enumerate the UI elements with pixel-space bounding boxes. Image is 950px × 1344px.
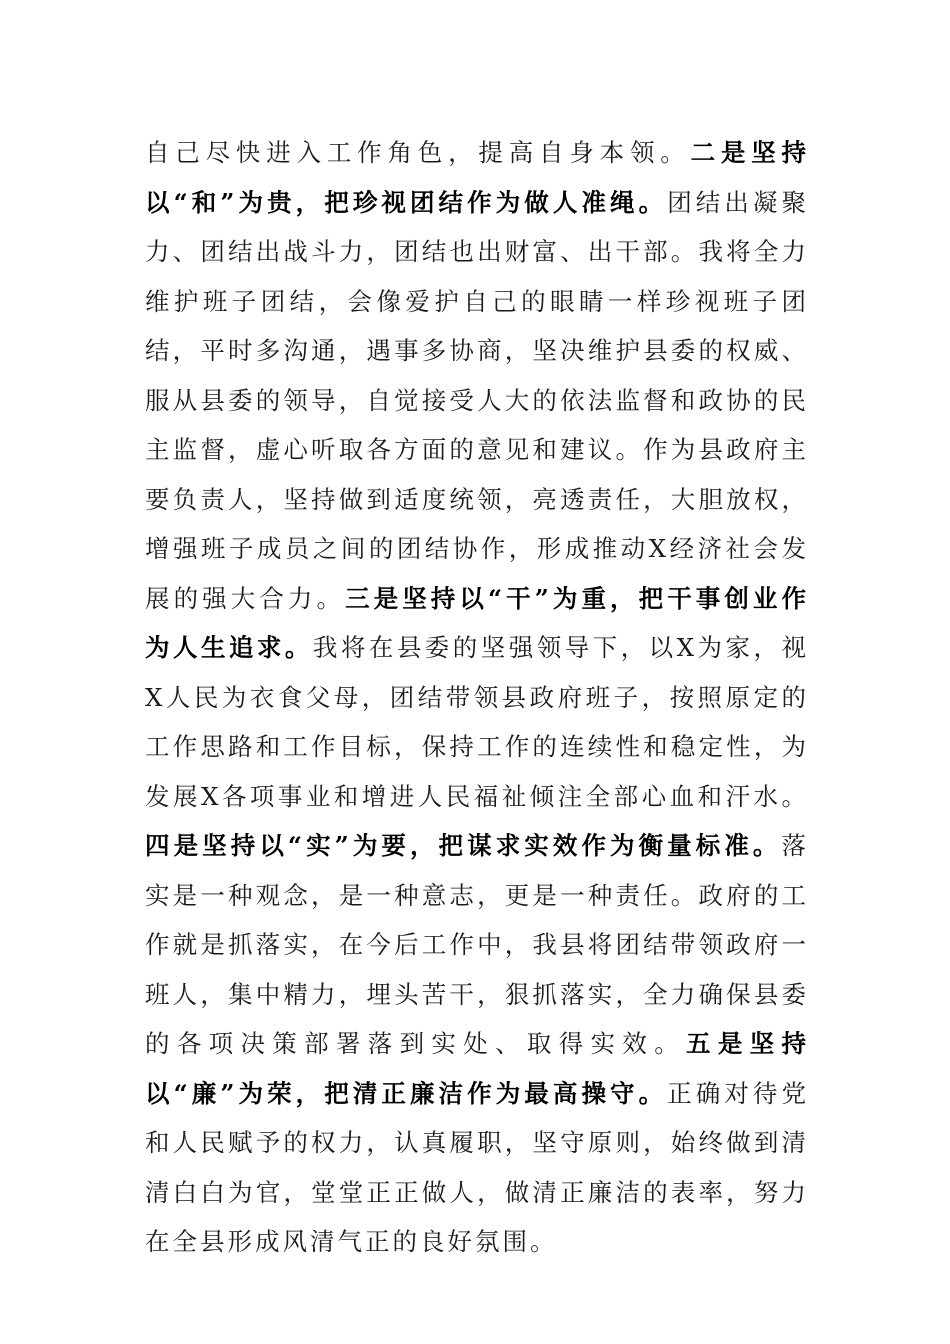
body-paragraph <box>145 128 809 1267</box>
text-segment: 自己尽快进入工作角色，提高自身本领。 <box>145 138 691 167</box>
bold-heading-segment: 四是坚持以“实”为要，把谋求实效作为衡量标准。 <box>145 831 782 860</box>
bold-heading-segment: 五是坚持以“廉”为荣，把清正廉洁作为最高操守。 <box>145 1029 810 1108</box>
bold-heading-segment: 二是坚持以“和”为贵，把珍视团结作为做人准绳。 <box>145 138 810 217</box>
text-segment: 我将在县委的坚强领导下，以X为家，视X人民为衣食父母，团结带领县政府班子，按照原定的工作思路和工作目标，保持工作的连续性和稳定性，为发展X各项事业和增进人民福祉倾注全部心血和汗水。 <box>145 633 809 811</box>
text-segment: 落实是一种观念，是一种意志，更是一种责任。政府的工作就是抓落实，在今后工作中，我县将团结带领政府一班人，集中精力，埋头苦干，狠抓落实，全力确保县委的各项决策部署落到实处、取得实效。 <box>145 831 809 1058</box>
bold-heading-segment: 三是坚持以“干”为重，把干事创业作为人生追求。 <box>145 583 810 662</box>
text-segment: 团结出凝聚力、团结出战斗力，团结也出财富、出干部。我将全力维护班子团结，会像爱护自己的眼睛一样珍视班子团结，平时多沟通，遇事多协商，坚决维护县委的权威、服从县委的领导，自觉接受人大的依法监督和政协的民主监督，虚心听取各方面的意见和建议。作为县政府主要负责人，坚持做到适度统领，亮透责任，大胆放权，增强班子成员之间的团结协作，形成推动X经济社会发展的强大合力。 <box>145 187 810 613</box>
text-segment: 正确对待党和人民赋予的权力，认真履职，坚守原则，始终做到清清白白为官，堂堂正正做人，做清正廉洁的表率，努力在全县形成风清气正的良好氛围。 <box>145 1078 810 1256</box>
